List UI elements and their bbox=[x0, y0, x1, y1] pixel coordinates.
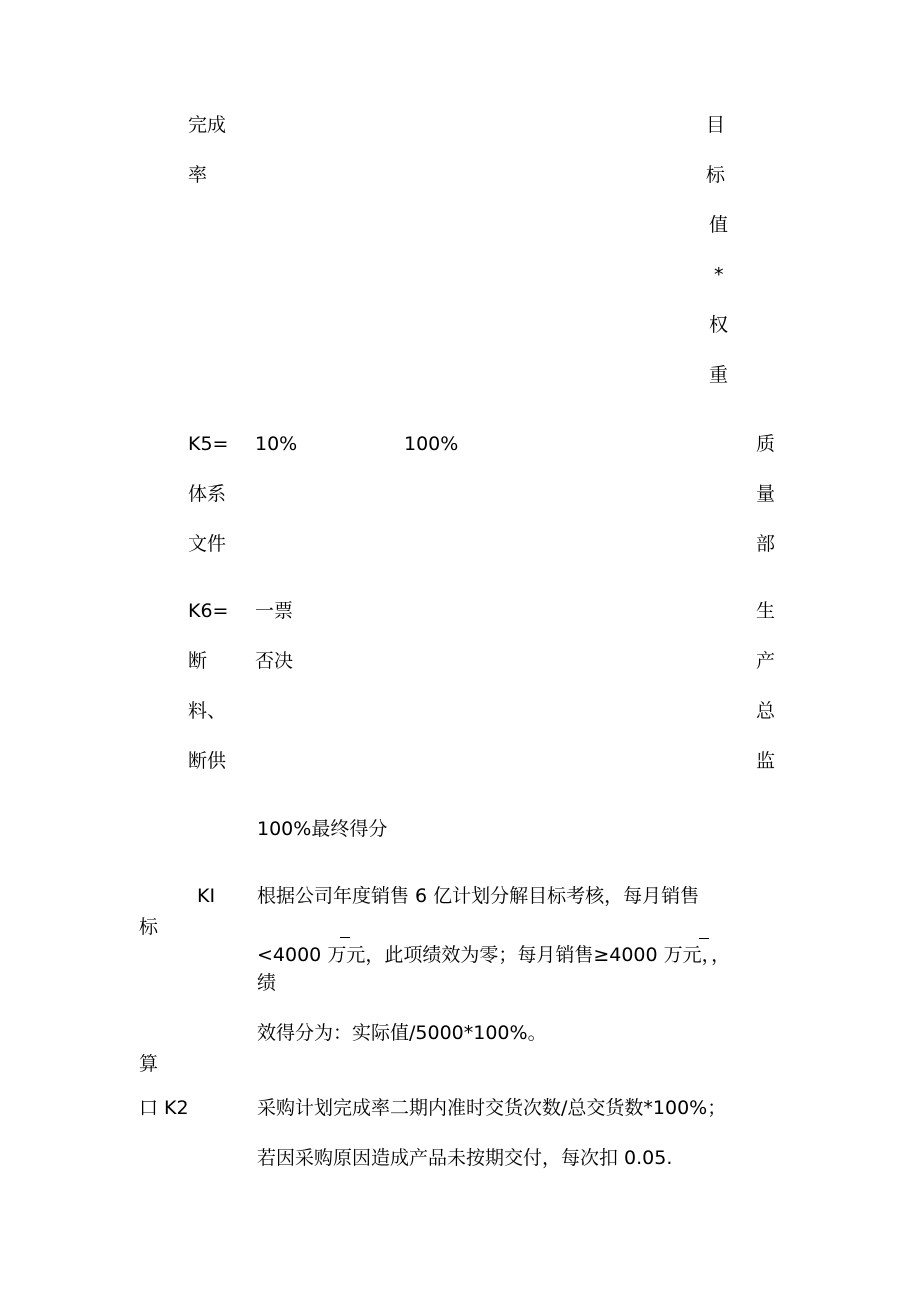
total-score-label: 100%最终得分 bbox=[257, 818, 388, 840]
owner-char: 量 bbox=[756, 483, 776, 505]
owner-char: 总 bbox=[756, 700, 776, 722]
calc-side-label: 算 bbox=[139, 1053, 159, 1075]
k1-rule-line-1: 根据公司年度销售 6 亿计划分解目标考核，每月销售 bbox=[257, 885, 700, 907]
overline-mark bbox=[693, 947, 713, 948]
header-char: 值 bbox=[709, 214, 729, 236]
k1-rule-line-3: 绩 bbox=[257, 972, 277, 994]
completion-rate-label bbox=[188, 116, 226, 216]
header-char: * bbox=[714, 264, 724, 286]
owner-char: 质 bbox=[756, 433, 776, 455]
weight-line: 否决 bbox=[255, 650, 294, 672]
header-char: 权 bbox=[709, 314, 729, 336]
k1-rule-line-4: 效得分为：实际值/5000*100%。 bbox=[257, 1022, 547, 1044]
header-char: 重 bbox=[709, 364, 729, 386]
owner-char: 监 bbox=[756, 750, 776, 772]
k6-label bbox=[188, 602, 228, 802]
label-line: 文件 bbox=[188, 533, 227, 555]
label-line: K6= bbox=[188, 600, 229, 622]
label-line: 料、 bbox=[188, 700, 227, 722]
k6-owner bbox=[756, 602, 775, 802]
owner-char: 部 bbox=[756, 533, 776, 555]
k5-label bbox=[188, 435, 228, 585]
k1-side-label: KI bbox=[197, 885, 216, 907]
k5-weight: 10% bbox=[255, 433, 298, 455]
owner-char: 产 bbox=[756, 650, 776, 672]
k6-weight bbox=[255, 602, 293, 702]
weight-line: 一票 bbox=[255, 600, 294, 622]
k2-side-label: 口 K2 bbox=[139, 1097, 189, 1119]
indicator-side-label: 标 bbox=[139, 916, 159, 938]
label-line: 体系 bbox=[188, 483, 227, 505]
k2-rule-line-2: 若因采购原因造成产品未按期交付，每次扣 0.05. bbox=[257, 1147, 673, 1169]
label-line: K5= bbox=[188, 433, 229, 455]
label-line: 完成 bbox=[188, 114, 227, 136]
target-weight-column-header bbox=[706, 116, 728, 416]
k5-target: 100% bbox=[404, 433, 459, 455]
label-line: 率 bbox=[188, 164, 208, 186]
k2-rule-line-1: 采购计划完成率二期内准时交货次数/总交货数*100%； bbox=[257, 1097, 727, 1119]
owner-char: 生 bbox=[756, 600, 776, 622]
label-line: 断供 bbox=[188, 750, 227, 772]
header-char: 目 bbox=[706, 114, 726, 136]
k1-rule-line-2: <4000 万元，此项绩效为零；每月销售≥4000 万元，， bbox=[257, 944, 731, 966]
header-char: 标 bbox=[706, 164, 726, 186]
overline-mark bbox=[334, 946, 354, 947]
k5-owner bbox=[756, 435, 775, 585]
label-line: 断 bbox=[188, 650, 208, 672]
